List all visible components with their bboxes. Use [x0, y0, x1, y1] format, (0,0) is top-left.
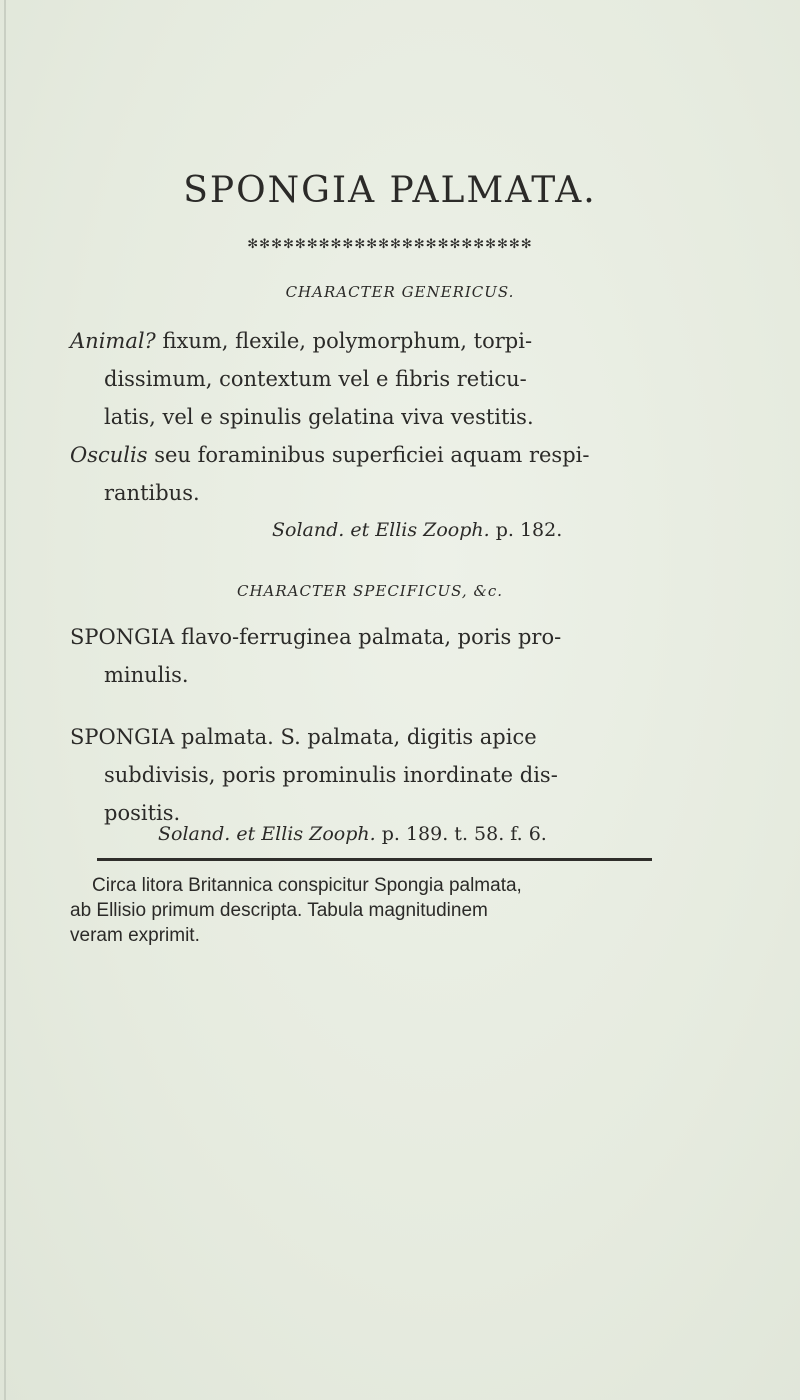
text-line: ab Ellisio primum descripta. Tabula magnitudinem: [70, 900, 488, 921]
page-title: SPONGIA PALMATA.: [183, 170, 597, 211]
reference-page: p. 189. t. 58. f. 6.: [381, 823, 547, 845]
reference-page: p. 182.: [495, 519, 563, 541]
generic-reference: [272, 519, 562, 541]
reference-authors: Soland. et Ellis Zooph.: [158, 823, 376, 845]
text-line: dissimum, contextum vel e fibris reticu-: [104, 367, 527, 391]
text-line: latis, vel e spinulis gelatina viva vestitis.: [104, 405, 534, 429]
text-line: subdivisis, poris prominulis inordinate dis-: [104, 763, 558, 787]
specific-reference: [158, 823, 547, 845]
text-line: minulis.: [104, 663, 189, 687]
text-line: SPONGIA palmata. S. palmata, digitis apice: [70, 725, 537, 749]
divider-rule: [97, 858, 652, 861]
text-line: seu foraminibus superficiei aquam respi-: [154, 443, 590, 467]
lead-word: Osculis: [70, 443, 148, 467]
specific-description-1: [70, 618, 710, 694]
generic-character-heading: CHARACTER GENERICUS.: [285, 283, 515, 301]
text-line: Circa litora Britannica conspicitur Spongia palmata,: [92, 875, 522, 896]
text-line: rantibus.: [104, 481, 200, 505]
reference-authors: Soland. et Ellis Zooph.: [272, 519, 490, 541]
text-line: fixum, flexile, polymorphum, torpi-: [162, 329, 533, 353]
footnote: [70, 873, 690, 948]
generic-description: [70, 322, 710, 512]
specific-description-2: [70, 718, 710, 832]
star-ornament: ✻✻✻✻✻✻✻✻✻✻✻✻✻✻✻✻✻✻✻✻✻✻✻✻: [247, 237, 533, 252]
text-line: SPONGIA flavo-ferruginea palmata, poris pro-: [70, 625, 562, 649]
lead-word: Animal?: [70, 329, 156, 353]
specific-character-heading: CHARACTER SPECIFICUS, &c.: [237, 582, 503, 600]
text-line: positis.: [104, 801, 181, 825]
text-line: veram exprimit.: [70, 925, 200, 946]
